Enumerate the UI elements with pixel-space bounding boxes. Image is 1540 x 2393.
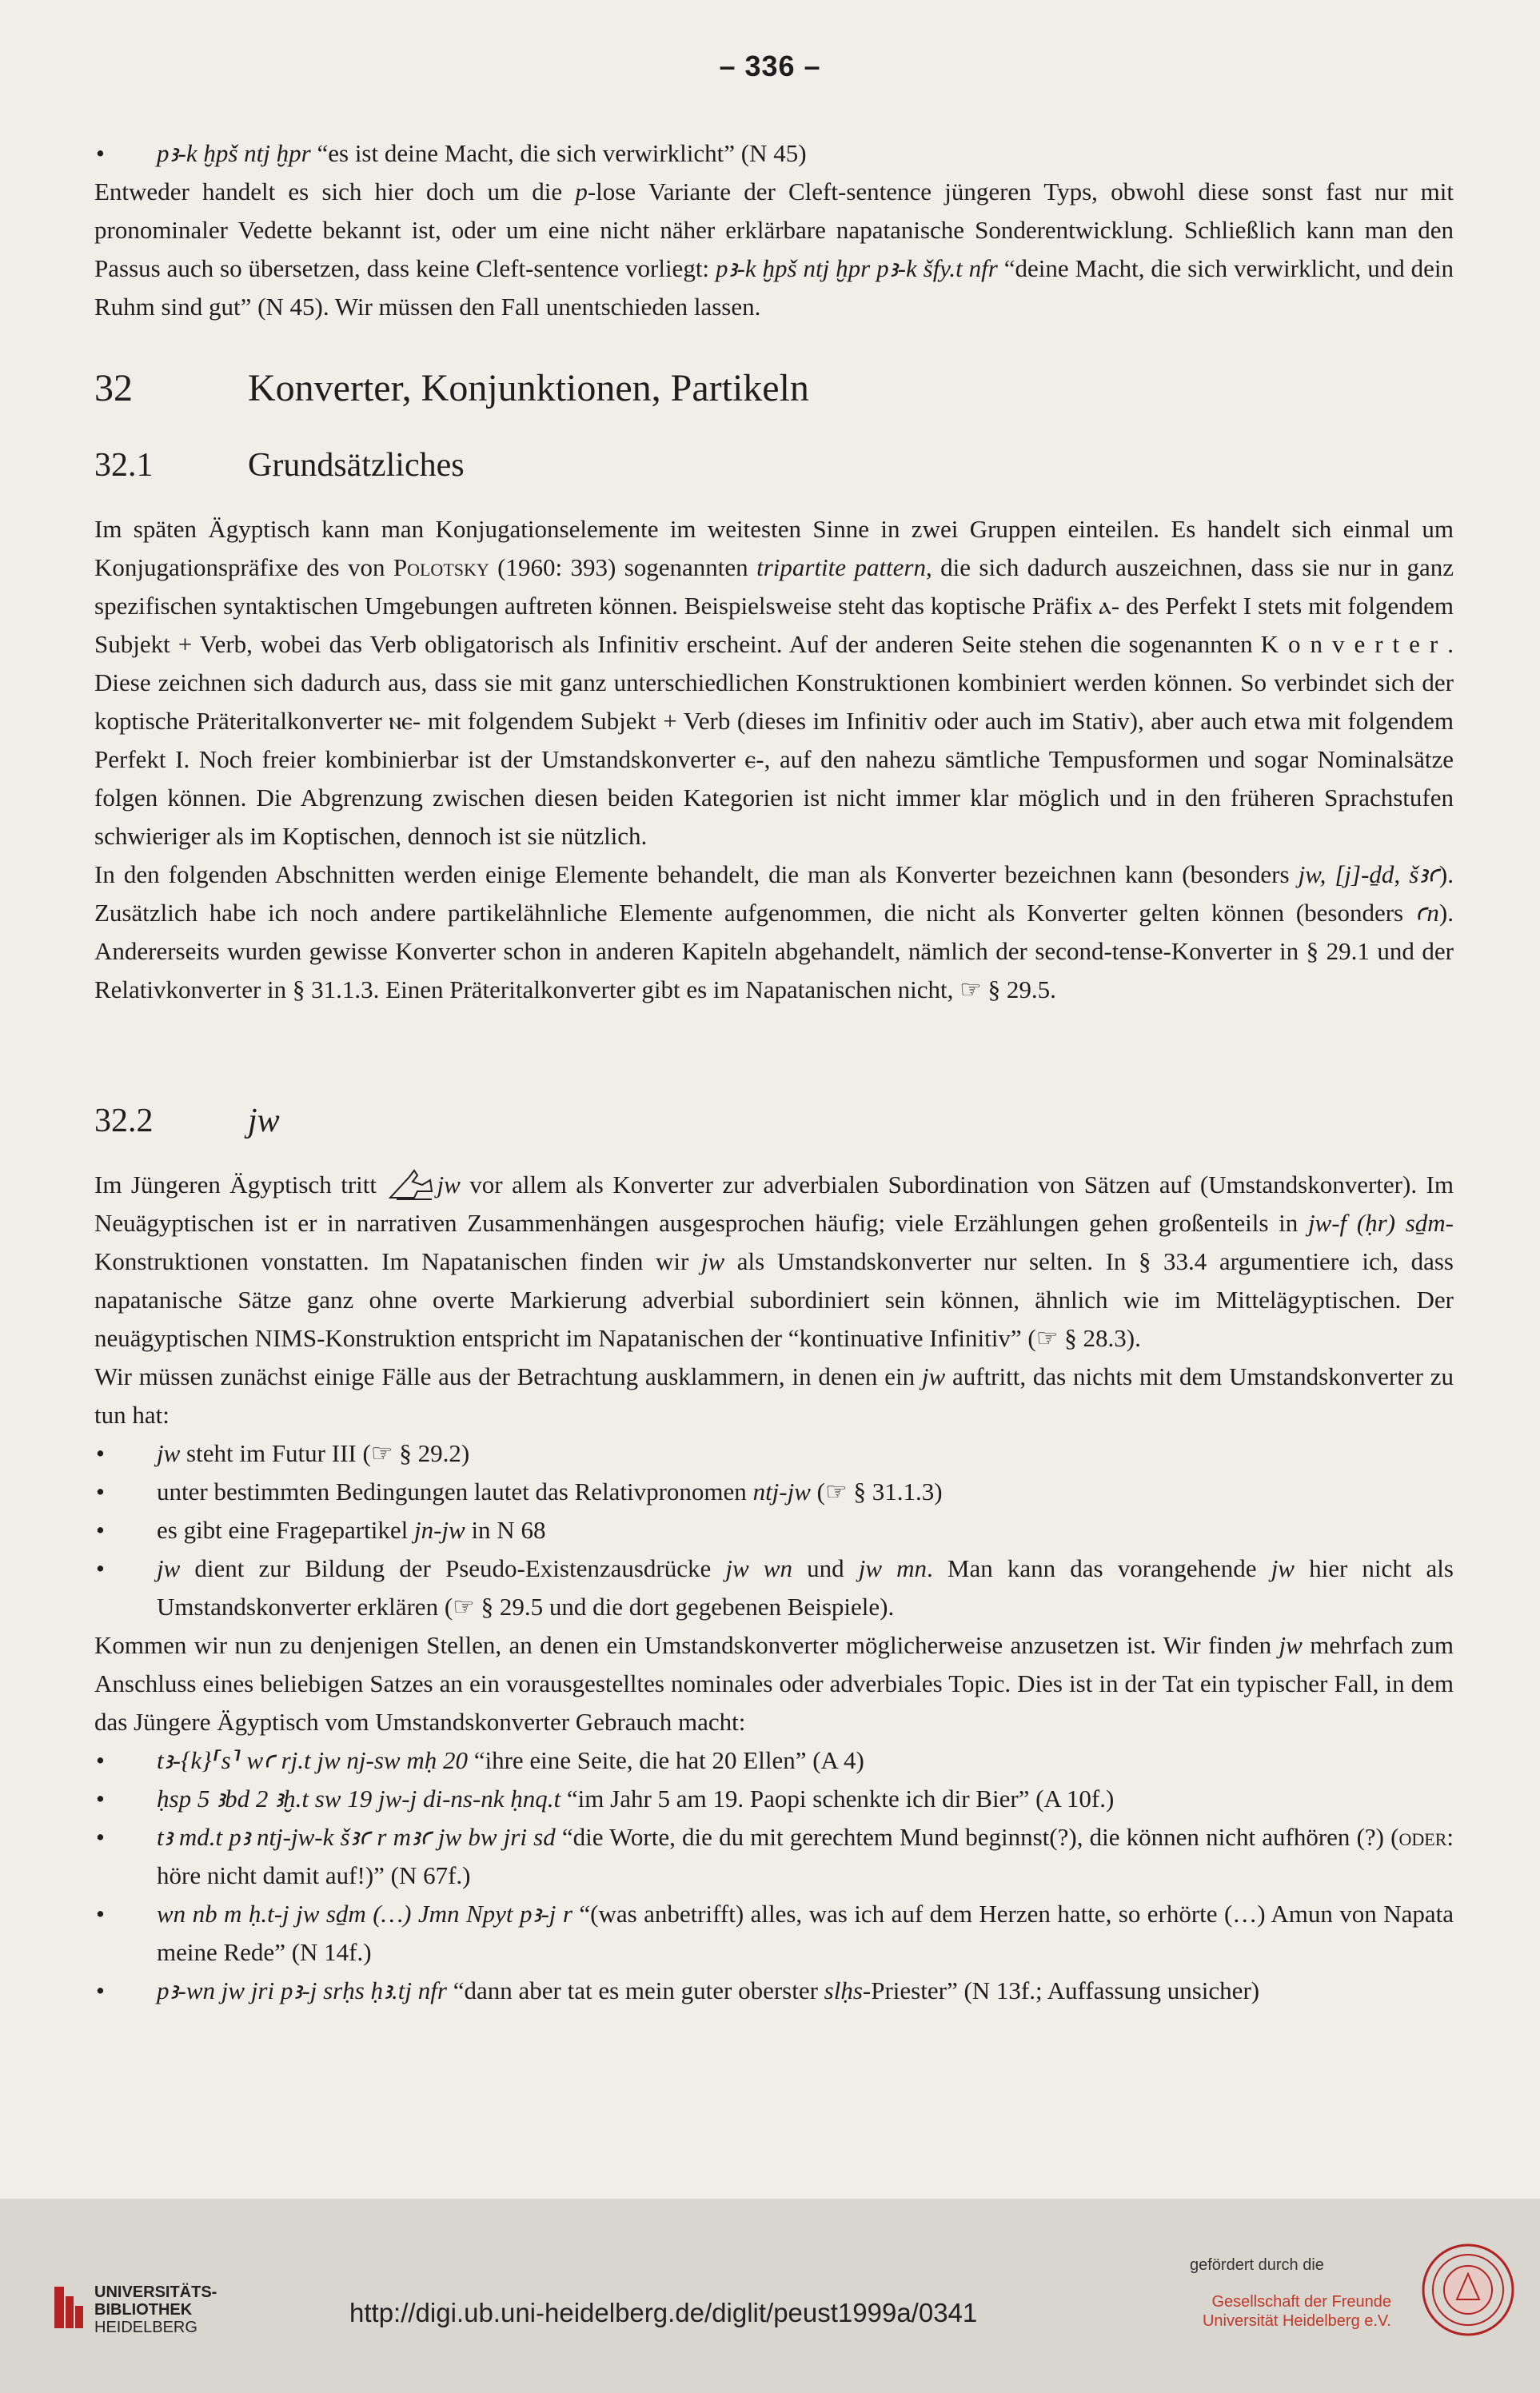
text: vor allem als Konverter zur adverbialen Subordination von Sätzen auf (Umstandskonverter). Im Neuägyptischen ist er in narrativen Zusammenhängen ausgesprochen häufig; viele Erzählungen gehen großenteils in <box>94 1171 1454 1237</box>
text: -lose Variante der Cleft-sentence jüngeren Typs, obwohl diese sonst fast nur mit pronominaler Vedette bekannt ist, oder um eine nicht näher erklärbare napatanische Sonderentwicklung. Schließlich kann man den Passus auch so übersetzen, dass keine Cleft-sentence vorliegt: <box>94 177 1454 282</box>
bullet-dot: • <box>96 139 105 167</box>
translation: “ihre eine Seite, die hat 20 Ellen” (A 4) <box>467 1746 864 1774</box>
text: (☞ § 31.1.3) <box>810 1478 943 1506</box>
transliteration: jw <box>437 1171 461 1198</box>
paragraph <box>94 1626 1454 1741</box>
library-line: HEIDELBERG <box>94 2319 197 2336</box>
text: und <box>792 1554 859 1582</box>
text: -Konstruktionen vonstatten. Im Napatanischen finden wir <box>94 1209 1454 1275</box>
transliteration: jw mn <box>858 1554 928 1582</box>
text: unter bestimmten Bedingungen lautet das Relativpronomen <box>157 1478 753 1506</box>
text: . Man kann das vorangehende <box>927 1554 1271 1582</box>
text: , die sich dadurch auszeichnen, dass sie nur in ganz spezifischen syntaktischen Umgebungen auftreten können. Beispielsweise steht das koptische Präfix ⲁ- des Perfekt I stets mit folgendem Subjekt + Verb, wobei das Verb obligatorisch als Infinitiv erscheint. Auf der anderen Seite stehen die sogenannten <box>94 553 1454 658</box>
bullet-dot: • <box>96 1900 105 1928</box>
transliteration: wn nb m ḥ.t-j jw sḏm (…) Jmn Npyt pꜣ-j r <box>157 1900 573 1928</box>
author-name: Polotsky <box>393 553 489 581</box>
bullet-dot: • <box>96 1554 105 1582</box>
text: . Diese zeichnen sich dadurch aus, dass sie mit ganz unterschiedlichen Konstruktionen kombiniert werden können. So verbindet sich der koptische Präteritalkonverter ⲛⲉ- mit folgendem Subjekt + Verb (dieses im Infinitiv oder auch im Stativ), aber auch etwa mit folgendem Perfekt I. Noch freier kombinierbar ist der Umstandskonverter ⲉ-, auf den nahezu sämtliche Tempusformen und sogar Nominalsätze folgen können. Die Abgrenzung zwischen diesen beiden Kategorien ist nicht immer klar möglich und in den früheren Sprachstufen schwieriger als im Koptischen, dennoch ist sie nützlich. <box>94 630 1454 850</box>
example-item <box>94 1741 1454 1780</box>
transliteration: jw <box>1279 1631 1303 1659</box>
university-library-name <box>94 2283 217 2336</box>
sponsor-block <box>1183 2256 1391 2331</box>
bullet-dot: • <box>96 1439 105 1467</box>
list-item <box>94 1511 1454 1549</box>
section-number: 32.1 <box>94 447 154 484</box>
bullet-dot: • <box>96 1746 105 1774</box>
list-item <box>94 1434 1454 1473</box>
text: auftritt, das nichts mit dem Umstandskonverter zu tun hat: <box>94 1362 1454 1429</box>
example-item <box>94 1818 1454 1895</box>
text: es gibt eine Fragepartikel <box>157 1516 414 1544</box>
section-title: Konverter, Konjunktionen, Partikeln <box>248 367 809 409</box>
transliteration: pꜣ-k ḫpš ntj ḫpr pꜣ-k šfy.t nfr <box>715 254 998 282</box>
bullet-dot: • <box>96 1516 105 1544</box>
transliteration: tꜣ md.t pꜣ ntj-jw-k šꜣꜥ r mꜣꜥ jw bw jri sd <box>157 1823 556 1851</box>
sponsor-label: gefördert durch die <box>1190 2256 1324 2274</box>
paragraph <box>94 173 1454 326</box>
text: als Umstandskonverter nur selten. In § 33.4 argumentiere ich, dass napatanische Sätze ganz ohne overte Markierung adverbial subordiniert sein können, ähnlich wie im Mittelägyptischen. Der neuägyptischen NIMS-Konstruktion entspricht im Napatanischen der “kontinuative Infinitiv” (☞ § 28.3). <box>94 1247 1454 1352</box>
spaced-term: Konverter <box>1260 630 1448 658</box>
transliteration: pꜣ-k ḫpš ntj ḫpr <box>157 139 311 167</box>
example-item <box>94 1895 1454 1972</box>
example-item <box>94 1972 1454 2010</box>
text: dient zur Bildung der Pseudo-Existenzausdrücke <box>180 1554 726 1582</box>
text: (1960: 393) sogenannten <box>489 553 757 581</box>
translation: “(was anbetrifft) alles, was ich auf dem Herzen hatte, so erhörte (…) Amun von Napata meine Rede” (N 14f.) <box>157 1900 1454 1966</box>
translation: “die Worte, die du mit gerechtem Mund beginnst(?), die können nicht aufhören (?) ( <box>555 1823 1399 1851</box>
text: In den folgenden Abschnitten werden einige Elemente behandelt, die man als Konverter bezeichnen kann (besonders <box>94 860 1299 888</box>
text: Im Jüngeren Ägyptisch tritt <box>94 1171 386 1198</box>
text: in N 68 <box>465 1516 546 1544</box>
text: Im späten Ägyptisch kann man Konjugationselemente im weitesten Sinne in zwei Gruppen einteilen. Es handelt sich einmal um Konjugationspräfixe des von <box>94 515 1454 581</box>
paragraph <box>94 1166 1454 1358</box>
bullet-dot: • <box>96 1478 105 1506</box>
hieroglyph-icon <box>385 1167 437 1201</box>
translation: “im Jahr 5 am 19. Paopi schenkte ich dir Bier” (A 10f.) <box>561 1785 1115 1813</box>
transliteration: p <box>575 177 588 205</box>
transliteration: jw <box>921 1362 946 1390</box>
sponsor-line: Universität Heidelberg e.V. <box>1202 2312 1391 2330</box>
university-seal-icon <box>1420 2242 1516 2342</box>
text: ). Andererseits wurden gewisse Konverter schon in anderen Kapiteln abgehandelt, nämlich der second-tense-Konverter in § 29.1 und der Relativkonverter in § 31.1.3. Einen Präteritalkonverter gibt es im Napatanischen nicht, ☞ § 29.5. <box>94 899 1454 1003</box>
subsection-heading <box>94 1097 1454 1145</box>
transliteration: pꜣ-wn jw jri pꜣ-j srḥs ḥꜣ.tj nfr <box>157 1976 447 2004</box>
transliteration: jn-jw <box>413 1516 465 1544</box>
digitization-footer <box>0 2199 1540 2393</box>
small-caps-word: oder <box>1398 1823 1447 1851</box>
transliteration: jw <box>700 1247 725 1275</box>
section-title: Grundsätzliches <box>248 447 465 484</box>
paragraph <box>94 510 1454 855</box>
text: Wir müssen zunächst einige Fälle aus der Betrachtung ausklammern, in denen ein <box>94 1362 922 1390</box>
permalink[interactable]: http://digi.ub.uni-heidelberg.de/diglit/peust1999a/0341 <box>349 2298 978 2327</box>
text: ). Zusätzlich habe ich noch andere partikelähnliche Elemente aufgenommen, die nicht als Konverter gelten können (besonders <box>94 860 1454 927</box>
bullet-dot: • <box>96 1785 105 1813</box>
transliteration: jw wn <box>725 1554 792 1582</box>
bullet-dot: • <box>96 1976 105 2004</box>
list-item <box>94 134 1454 173</box>
section-number: 32.2 <box>94 1103 154 1139</box>
bullet-dot: • <box>96 1823 105 1851</box>
text: Entweder handelt es sich hier doch um die <box>94 177 576 205</box>
university-library-logo-icon <box>53 2285 88 2330</box>
section-heading <box>94 363 1454 414</box>
transliteration: slḥs <box>824 1976 863 2004</box>
transliteration: jw-f (ḥr) sḏm <box>1307 1209 1446 1237</box>
transliteration: ꜥn <box>1414 899 1439 927</box>
text: mehrfach zum Anschluss eines beliebigen Satzes an ein vorausgestelltes nominales oder adverbiales Topic. Dies ist in der Tat ein typischer Fall, in dem das Jüngere Ägyptisch vom Umstandskonverter Gebrauch macht: <box>94 1631 1454 1736</box>
sponsor-name <box>1183 2292 1391 2331</box>
list-item <box>94 1473 1454 1511</box>
translation: “dann aber tat es mein guter oberster <box>446 1976 824 2004</box>
paragraph <box>94 1358 1454 1434</box>
translation: “es ist deine Macht, die sich verwirklicht” (N 45) <box>310 139 807 167</box>
page-number: – 336 – <box>719 50 821 82</box>
transliteration: jw <box>157 1554 181 1582</box>
example-item <box>94 1780 1454 1818</box>
text: hier nicht als Umstandskonverter erklären (☞ § 29.5 und die dort gegebenen Beispiele). <box>157 1554 1454 1621</box>
page-body <box>94 134 1454 2010</box>
library-line: BIBLIOTHEK <box>94 2301 193 2319</box>
transliteration: jw <box>157 1439 181 1467</box>
section-number: 32 <box>94 367 133 409</box>
translation: -Priester” (N 13f.; Auffassung unsicher) <box>862 1976 1260 2004</box>
text: Kommen wir nun zu denjenigen Stellen, an denen ein Umstandskonverter möglicherweise anzusetzen ist. Wir finden <box>94 1631 1279 1659</box>
transliteration: ntj-jw <box>752 1478 811 1506</box>
transliteration: ḥsp 5 ꜣbd 2 ꜣḫ.t sw 19 jw-j di-ns-nk ḥnq.t <box>157 1785 561 1813</box>
paragraph <box>94 855 1454 1009</box>
text: “deine Macht, die sich verwirklicht, und dein Ruhm sind gut” (N 45). Wir müssen den Fall unentschieden lassen. <box>94 254 1454 321</box>
transliteration: jw, [j]-ḏd, šꜣꜥ <box>1298 860 1439 888</box>
section-title: jw <box>248 1103 280 1139</box>
translation: : höre nicht damit auf!)” (N 67f.) <box>157 1823 1454 1889</box>
subsection-heading <box>94 441 1454 489</box>
transliteration: jw <box>1271 1554 1295 1582</box>
term: tripartite pattern <box>756 553 926 581</box>
list-item <box>94 1549 1454 1626</box>
sponsor-line: Gesellschaft der Freunde <box>1211 2293 1391 2311</box>
transliteration: tꜣ-{k}⸢s⸣ wꜥ rj.t jw nj-sw mḥ 20 <box>157 1746 468 1774</box>
text: steht im Futur III (☞ § 29.2) <box>180 1439 470 1467</box>
library-line: UNIVERSITÄTS- <box>94 2283 217 2301</box>
